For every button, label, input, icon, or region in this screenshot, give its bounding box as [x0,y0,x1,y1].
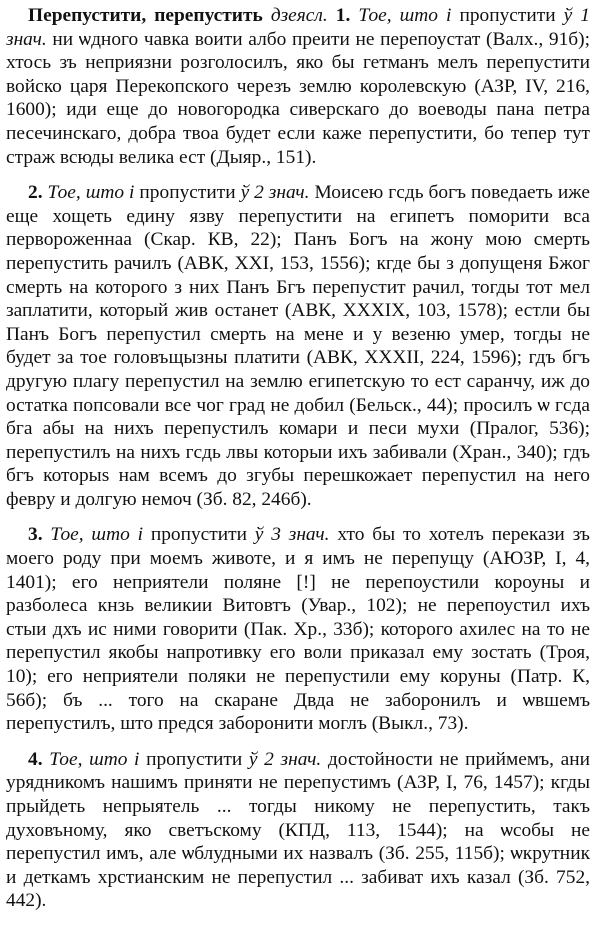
sense-3-definition: Тое, што і [50,524,143,546]
part-of-speech: дзеясл. [270,5,328,26]
sense-1-paragraph [6,4,590,169]
sense-4-ref-word: пропустити [146,748,243,770]
sense-3-text: хто бы то хотелъ перекази зъ моего роду при моемъ животе, и я имъ не перепущу (АЮЗР, I, 4, 1401); его неприятели поляне [!] не перепоустили короуны и разболеса кнзь великии Витовтъ (Увар., 102); не перепоустил ихъ стыи дхъ ис ними говорити (Пак. Хр., 33б); которого ахилес на то не перепустил якобы напротивку его воли приказал ему зостать (Троя, 10); его неприятели поляки не перепустили ему коруны (Патр. К, 56б); бъ ... того на скаране Двда не заборонилъ и ѡвшемъ перепустилъ, што предся заборонити моглъ (Выкл., 73). [6,524,590,735]
sense-1-number: 1. [335,5,351,26]
sense-2-ref-sense: ў 2 знач. [240,182,310,204]
sense-3-ref-sense: ў 3 знач. [254,524,330,546]
sense-1-ref-word: пропустити [459,5,556,26]
sense-2-ref-word: пропустити [139,182,236,204]
sense-4-paragraph [6,748,590,913]
sense-1-text: ни ѡдного чавка воити албо преити не перепоустат (Валх., 91б); хтось зъ неприязни розголосилъ, яко бы гетманъ мелъ перепустити войско царя Перекопского черезъ землю королевскую (АЗР, IV, 216, 1600); иди еще до новогородка сиверскаго до воеводы пана петра песечинскаго, добра твоа будет если каже перепустити, бо тепер тут страж всюды велика ест (Дыяр., 151). [6,28,590,168]
sense-4-definition: Тое, што і [49,748,140,770]
sense-4-number: 4. [28,748,43,770]
sense-2-definition: Тое, што і [47,182,135,204]
sense-4-ref-sense: ў 2 знач. [248,748,322,770]
sense-1-definition: Тое, што і [358,5,452,26]
sense-3-ref-word: пропустити [150,524,247,546]
sense-2-paragraph [6,181,590,511]
sense-4-text: достойности не приймемъ, ани урядникомъ нашимъ приняти не перепустимъ (АЗР, I, 76, 1457); кгды прыйдеть непрыятель ... тогды никому не перепустить, такъ духовъному, яко светъскому (КПД, 113, 1544); на ѡсобы не перепустил имъ, але ѡблудными их назвалъ (Зб. 255, 115б); ѡкрутник и деткамъ хрстианским не перепустил ... забиват ихъ казал (Зб. 752, 442). [6,748,590,912]
sense-2-text: Моисею гсдь богъ поведаеть иже еще хощеть едину язву перепустити на египетъ поморити вса первороженнаа (Скар. КВ, 22); Панъ Богъ на жону мою смерть перепустить рачилъ (АВК, XXI, 153, 1556); кгде бы з допущеня Бжог смерть на которого з них Панъ Бгъ перепустит рачил, тогды тот мел заплатити, который жив останет (АВК, XXXIX, 103, 1578); естли бы Панъ Богъ перепустил смерть на мене и у везеню умер, тогды не будет за тое головъщызны платити (АВК, XXXII, 224, 1596); гдъ бгъ другую плагу перепустил на землю египетскую то ест саранчу, иж до остатка попсовали все чог град не добил (Бельск., 44); просилъ ѡ гсда бга абы на нихъ перепустилъ комари и песи мухи (Пралог, 536); перепустилъ на нихъ гсдь лвы которыи ихъ забивали (Хран., 340); гдъ бгъ которыs нам всемъ до згубы перешкожает перепустил на него февру и долгую немоч (Зб. 82, 246б). [6,182,590,510]
sense-3-paragraph [6,523,590,735]
headword: Перепустити, перепустить [28,5,263,26]
sense-3-number: 3. [28,524,43,546]
sense-2-number: 2. [28,182,43,204]
sense-1-ref-sense: ў 1 знач. [6,5,590,50]
